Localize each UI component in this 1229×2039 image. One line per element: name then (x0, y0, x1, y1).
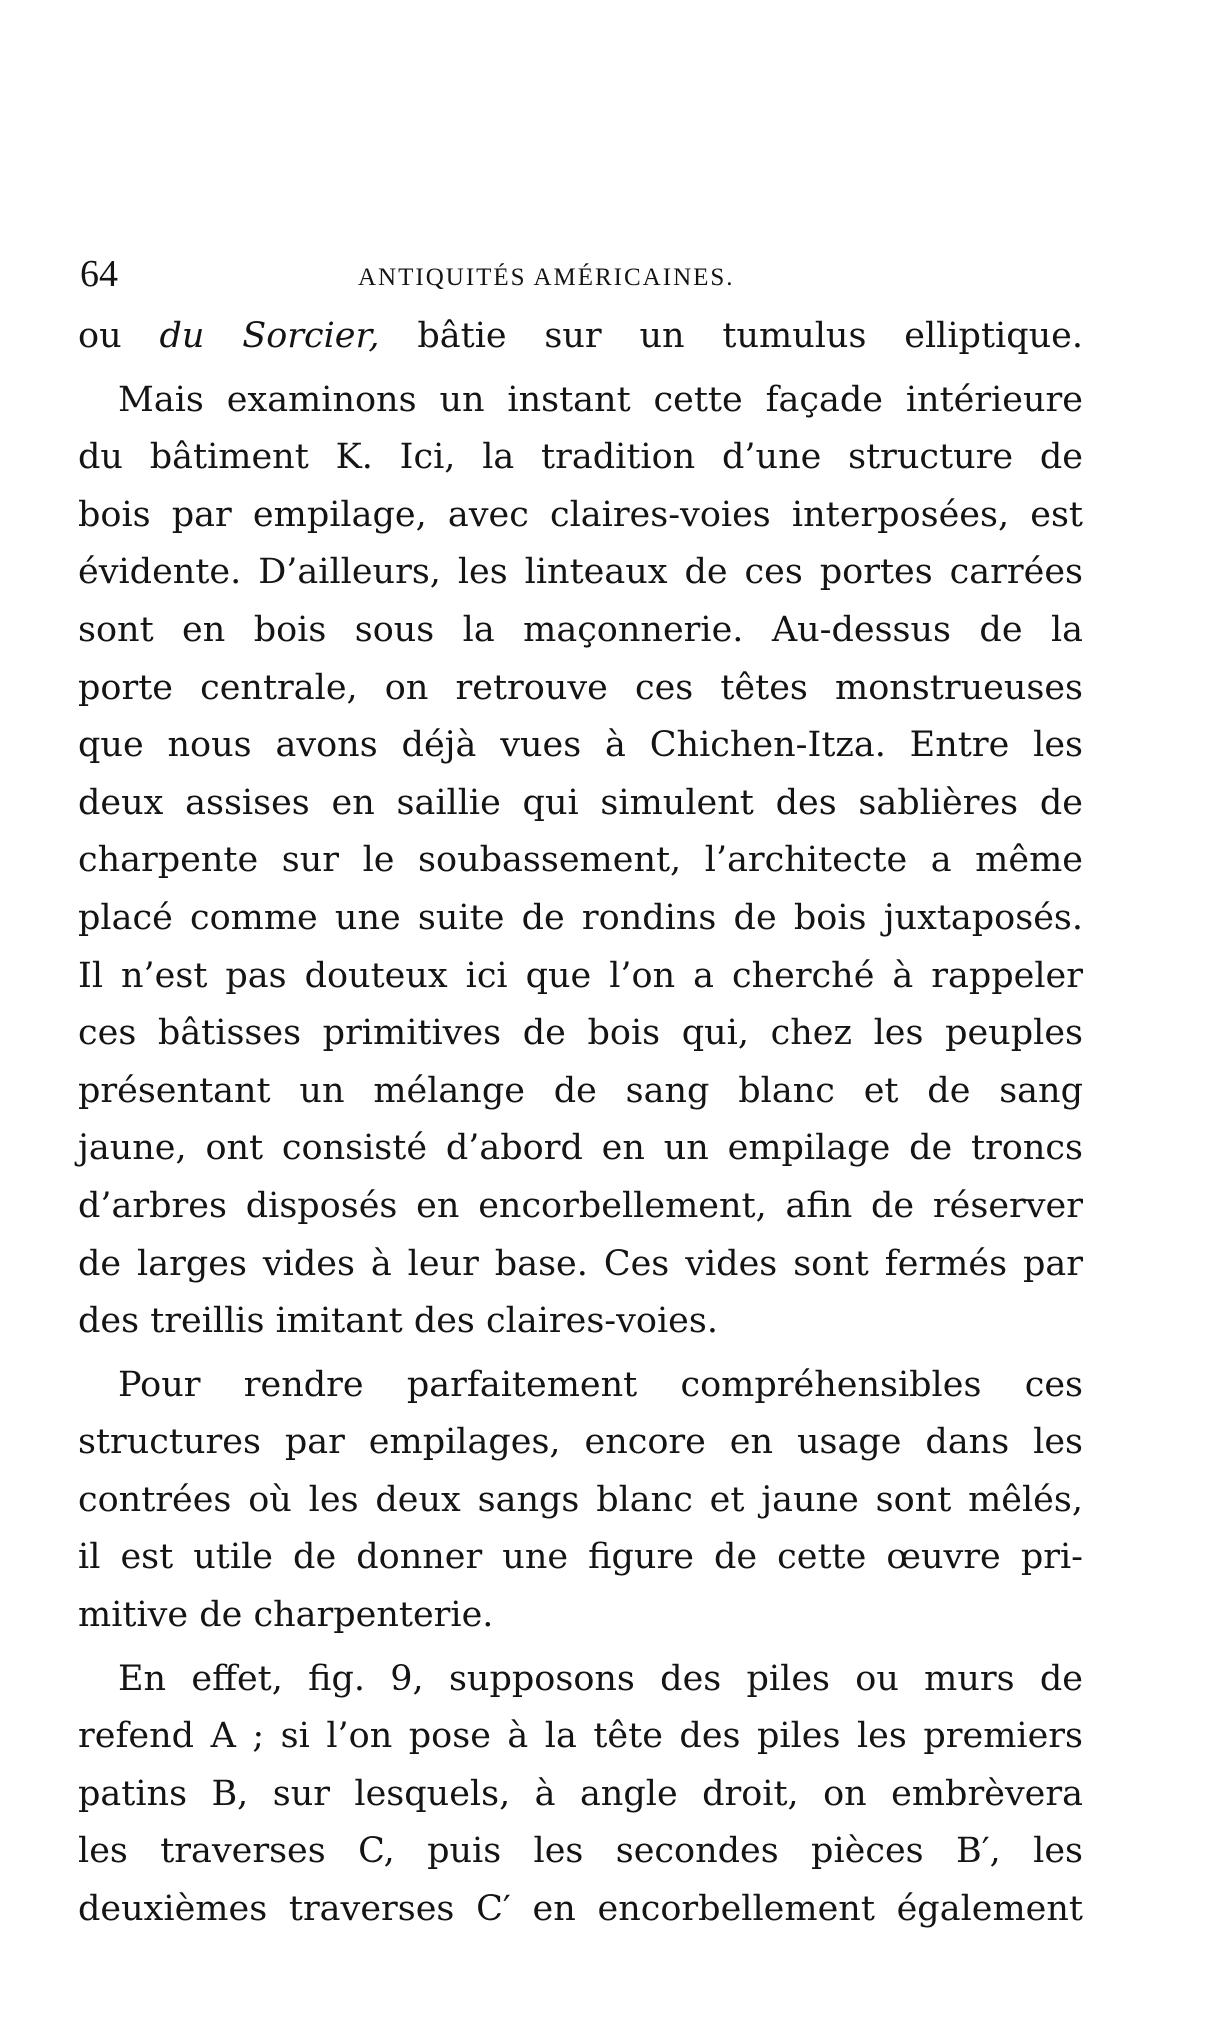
text-line: du bâtiment K. Ici, la tradition d’une structure de (78, 437, 1083, 478)
text-line: de larges vides à leur base. Ces vides sont fermés par (78, 1243, 1083, 1284)
text-line: refend A ; si l’on pose à la tête des piles les premiers (78, 1716, 1083, 1757)
text-line: deux assises en saillie qui simulent des sablières de (78, 782, 1083, 823)
text-line: Il n’est pas douteux ici que l’on a cherché à rappeler (78, 955, 1083, 996)
running-head (78, 252, 1083, 302)
text-line: deuxièmes traverses C′ en encorbellement également (78, 1889, 1083, 1930)
text-line: patins B, sur lesquels, à angle droit, on embrèvera (78, 1773, 1083, 1814)
text-line: mitive de charpenterie. (78, 1595, 494, 1636)
paragraph-2 (78, 372, 1083, 1351)
text-line: les traverses C, puis les secondes pièces B′, les (78, 1831, 1083, 1872)
running-title: ANTIQUITÉS AMÉRICAINES. (358, 264, 735, 291)
text-line: il est utile de donner une figure de cette œuvre pri- (78, 1537, 1083, 1578)
text-line: Mais examinons un instant cette façade intérieure (118, 379, 1083, 420)
page-number: 64 (80, 253, 118, 295)
text-line: porte centrale, on retrouve ces têtes monstrueuses (78, 667, 1083, 708)
text-line: sont en bois sous la maçonnerie. Au-dessus de la (78, 609, 1083, 650)
text-line: jaune, ont consisté d’abord en un empilage de troncs (78, 1128, 1083, 1169)
book-page (78, 252, 1083, 1939)
paragraph-1 (78, 308, 1083, 366)
text-line: charpente sur le soubassement, l’architecte a même (78, 840, 1083, 881)
text-line: ces bâtisses primitives de bois qui, chez les peuples (78, 1013, 1083, 1054)
text-line: contrées où les deux sangs blanc et jaune sont mêlés, (78, 1479, 1083, 1520)
paragraph-4 (78, 1651, 1083, 1939)
text-line: d’arbres disposés en encorbellement, afin de réserver (78, 1185, 1083, 1226)
text-line: En effet, fig. 9, supposons des piles ou murs de (118, 1658, 1083, 1699)
text-line: que nous avons déjà vues à Chichen-Itza. Entre les (78, 725, 1083, 766)
text-line: structures par empilages, encore en usage dans les (78, 1422, 1083, 1463)
text-line: évidente. D’ailleurs, les linteaux de ces portes carrées (78, 552, 1083, 593)
text-line: bois par empilage, avec claires-voies interposées, est (78, 494, 1083, 535)
text-line: Pour rendre parfaitement compréhensibles ces (118, 1364, 1083, 1405)
italic-text: du Sorcier, (159, 316, 380, 356)
text-line: ou du Sorcier, bâtie sur un tumulus elliptique. (78, 316, 1083, 356)
text-line: placé comme une suite de rondins de bois juxtaposés. (78, 897, 1083, 938)
text-line: présentant un mélange de sang blanc et de sang (78, 1070, 1083, 1111)
paragraph-3 (78, 1357, 1083, 1645)
text-line: des treillis imitant des claires-voies. (78, 1301, 718, 1342)
